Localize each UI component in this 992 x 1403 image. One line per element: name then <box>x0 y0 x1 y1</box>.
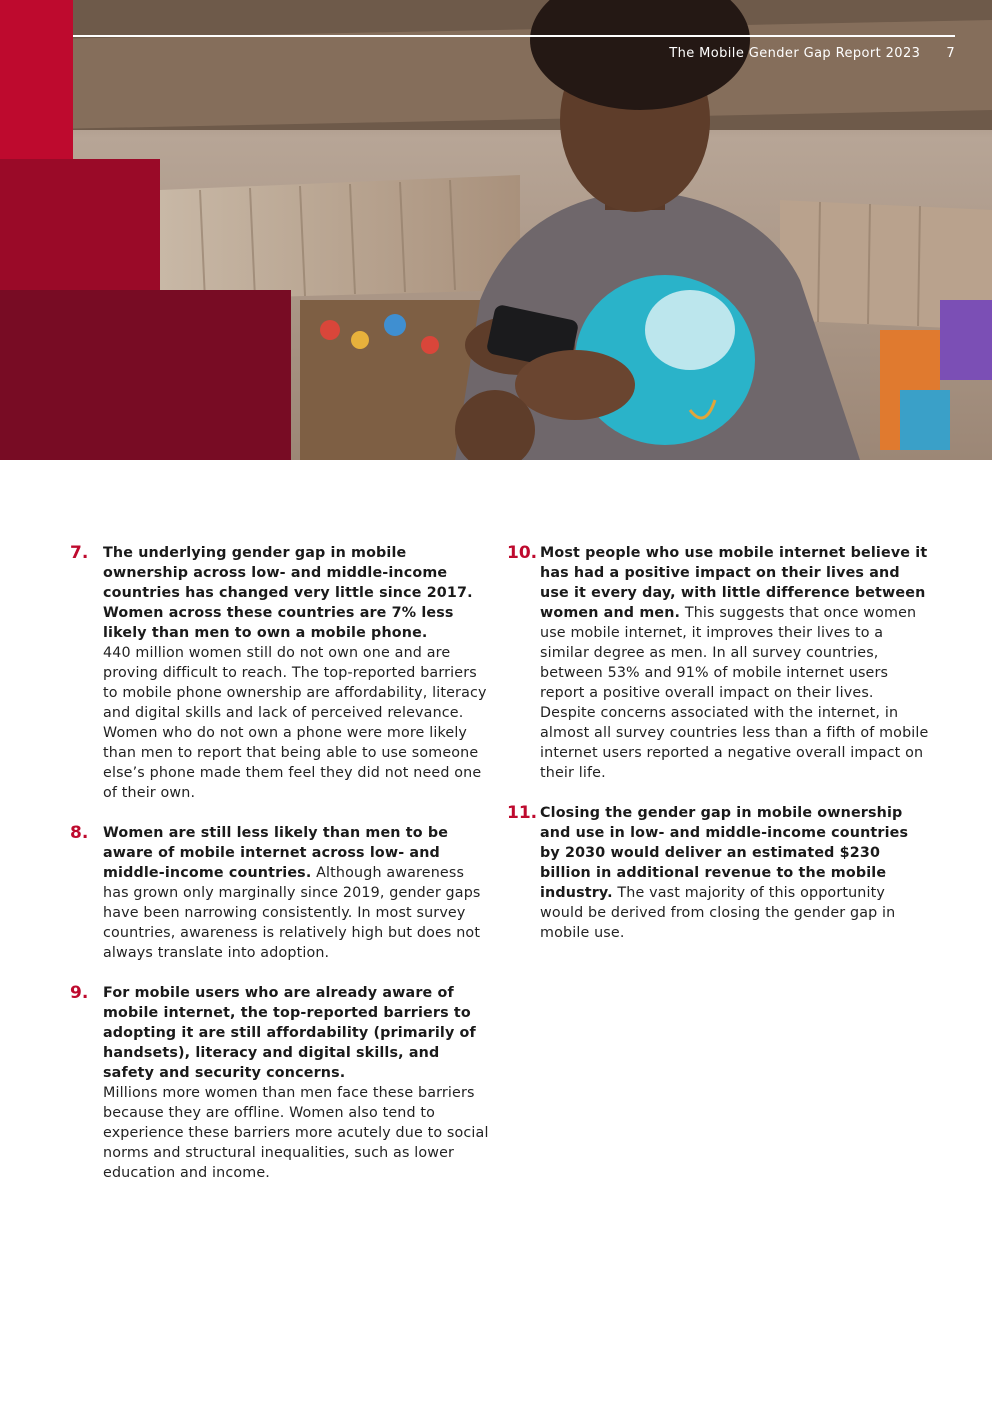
hero-image <box>0 0 992 460</box>
finding-lead: Most people who use mobile internet believe it has had a positive impact on their lives and use it every day, with little difference between women and men. <box>540 545 928 621</box>
finding-text <box>103 983 490 1183</box>
finding-number: 9. <box>70 983 89 1003</box>
report-title: The Mobile Gender Gap Report 2023 <box>669 46 921 61</box>
finding-body: Although awareness has grown only marginally since 2019, gender gaps have been narrowing consistently. In most survey countries, awareness is relatively high but does not always translate into adoption. <box>103 865 481 961</box>
finding-number: 7. <box>70 543 89 563</box>
finding-11 <box>507 803 932 943</box>
finding-number: 11. <box>507 803 538 823</box>
finding-body: 440 million women still do not own one and are proving difficult to reach. The top-reported barriers to mobile phone ownership are affordability, literacy and digital skills and lack of perceived relevance. Women who do not own a phone were more likely than men to report that being able to use someone else’s phone made them feel they did not need one of their own. <box>103 645 487 801</box>
accent-block-top <box>0 0 73 159</box>
finding-number: 10. <box>507 543 538 563</box>
finding-7 <box>70 543 490 803</box>
finding-lead: The underlying gender gap in mobile ownership across low- and middle-income countries has changed very little since 2017. Women across these countries are 7% less likely than men to own a mobile phone. <box>103 545 473 641</box>
finding-text <box>103 543 490 803</box>
finding-8 <box>70 823 490 963</box>
finding-body: Millions more women than men face these barriers because they are offline. Women also tend to experience these barriers more acutely due to social norms and structural inequalities, such as lower education and income. <box>103 1085 489 1181</box>
finding-9 <box>70 983 490 1183</box>
finding-text <box>103 823 490 963</box>
finding-lead: For mobile users who are already aware of mobile internet, the top-reported barriers to adopting it are still affordability (primarily of handsets), literacy and digital skills, and safety and security concerns. <box>103 985 476 1081</box>
accent-block-bottom <box>0 290 291 460</box>
running-header <box>669 46 955 61</box>
header-rule <box>73 35 955 37</box>
finding-text <box>540 803 932 943</box>
finding-lead: Closing the gender gap in mobile ownership and use in low- and middle-income countries by 2030 would deliver an estimated $230 billion in additional revenue to the mobile industry. <box>540 805 909 901</box>
finding-text <box>540 543 932 783</box>
accent-block-middle <box>0 159 160 290</box>
finding-lead: Women are still less likely than men to be aware of mobile internet across low- and middle-income countries. <box>103 825 449 881</box>
finding-10 <box>507 543 932 783</box>
finding-number: 8. <box>70 823 89 843</box>
finding-body: This suggests that once women use mobile internet, it improves their lives to a similar degree as men. In all survey countries, between 53% and 91% of mobile internet users report a positive overall impact on their lives. Despite concerns associated with the internet, in almost all survey countries less than a fifth of mobile internet users reported a negative overall impact on their life. <box>540 605 929 781</box>
finding-body: The vast majority of this opportunity would be derived from closing the gender gap in mobile use. <box>540 885 896 941</box>
page-number: 7 <box>946 46 955 61</box>
findings-column-left <box>70 543 490 1203</box>
findings-column-right <box>507 543 932 963</box>
